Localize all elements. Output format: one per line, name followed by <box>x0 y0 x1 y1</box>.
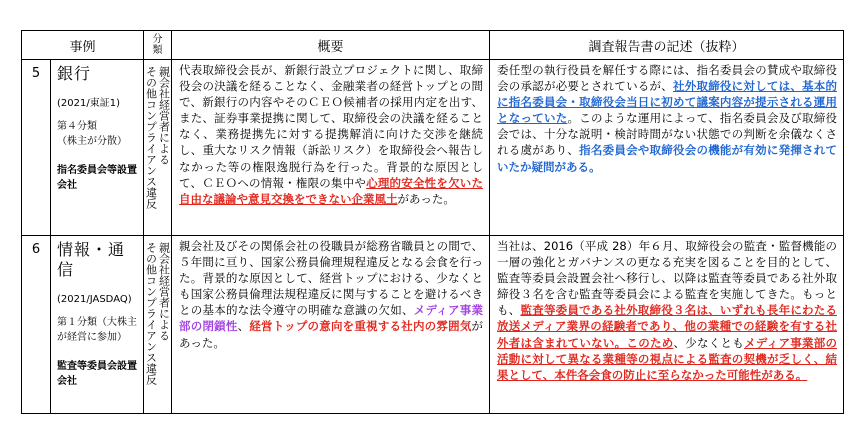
case-number: 6 <box>22 236 51 414</box>
category-text: その他コンプライアンス違反 <box>144 66 158 209</box>
category-prefix: 親会社経営者による <box>157 242 171 341</box>
summary-highlight-purple: メディア事業部の閉鎖性 <box>179 303 484 334</box>
report-highlight: 監査等委員である社外取締役３名は、いずれも長年にわたる放送メディア業界の経験者であり、他の業種での経験を有する社外者は含まれていない。このため <box>497 303 838 350</box>
case-number: 5 <box>22 60 51 236</box>
case-info <box>51 60 144 236</box>
summary-highlight: 経営トップの意向を重視する社内の雰囲気 <box>249 319 472 334</box>
case-name: 情報・通信 <box>57 240 126 279</box>
case-report: 委任型の執行役員を解任する際には、指名委員会の賛成や取締役会の承認が必要とされているが、社外取締役に対しては、基本的に指名委員会・取締役会当日に初めて議案内容が提示される運用となっていた。このような運用によって、指名委員会及び取締役会では、十分な説明・検討時間がない状態での判断を余儀なくされる虞があり、指名委員会や取締役会の機能が有効に発揮されていたか疑問がある。 <box>490 60 844 236</box>
category-prefix: 親会社経営者による <box>157 66 171 165</box>
case-type-line2: （株主が分散） <box>57 136 127 147</box>
header-row <box>22 31 844 60</box>
case-category <box>144 60 172 236</box>
case-report: 当社は、2016（平成 28）年６月、取締役会の監査・監督機能の一層の強化とガバナンスの更なる充実を図ることを目的として、監査等委員会設置会社へ移行し、以降は監査等委員である社外取締役３名を含む監査等委員会による監査を実施してきた。もっとも、監査等委員である社外取締役３名は、いずれも長年にわたる放送メディア業界の経験者であり、他の業種での経験を有する社外者は含まれていない。このため、少なくともメディア事業部の活動に対して異なる業種等の視点による監査の契機が乏しく、結果として、本件各会食の防止に至らなかった可能性がある。 <box>490 236 844 414</box>
report-highlight-2: 指名委員会や取締役会の機能が有効に発揮されていたか疑問がある。 <box>497 143 838 174</box>
header-category: 分 類 <box>144 31 172 60</box>
header-case: 事例 <box>22 31 144 60</box>
header-report: 調査報告書の記述（抜粋） <box>490 31 844 60</box>
case-type-line1: 第１分類（大株主が経営に参加） <box>57 317 137 343</box>
case-type-line1: 第４分類 <box>57 121 97 132</box>
table-row <box>22 236 844 414</box>
case-body: 監査等委員会設置会社 <box>57 361 137 387</box>
case-summary: 代表取締役会長が、新銀行設立プロジェクトに関し、取締役会の決議を経ることなく、金融業者の経営トップとの間で、新銀行の内容やそのＣＥＯ候補者の採用内定を出す、また、証券事業提携に関して、取締役会の決議を経ることなく、業務提携先に対する提携解消に向けた交渉を継続し、重大なリスク情報（訴訟リスク）を取締役会へ報告しなかった等の権限逸脱行為を行った。背景的な原因として、ＣＥＯへの情報・権限の集中や心理的安全性を欠いた自由な議論や意見交換をできない企業風土があった。 <box>172 60 490 236</box>
header-summary: 概要 <box>172 31 490 60</box>
case-body: 指名委員会等設置会社 <box>57 165 137 191</box>
case-summary: 親会社及びその関係会社の役職員が総務省職員との間で、５年間に亘り、国家公務員倫理規程違反となる会食を行った。背景的な原因として、経営トップにおける、少なくとも国家公務員倫理法規程違反に関与することを避けるべきとの基本的な法令遵守の明確な意識の欠如、メディア事業部の閉鎖性、経営トップの意向を重視する社内の雰囲気があった。 <box>172 236 490 414</box>
category-text: その他コンプライアンス違反 <box>144 242 158 385</box>
case-table <box>21 30 844 414</box>
case-category <box>144 236 172 414</box>
case-year-market: (2021/東証1) <box>57 98 120 109</box>
case-year-market: (2021/JASDAQ) <box>57 294 132 305</box>
case-name: 銀行 <box>57 64 92 83</box>
report-highlight-2: メディア事業部の活動に対して異なる業種等の視点による監査の契機が乏しく、結果として、本件各会食の防止に至らなかった可能性がある。 <box>497 335 838 382</box>
case-info <box>51 236 144 414</box>
summary-highlight: 心理的安全性を欠いた自由な議論や意見交換をできない企業風土 <box>179 175 484 206</box>
table-row <box>22 60 844 236</box>
report-highlight: 社外取締役に対しては、基本的に指名委員会・取締役会当日に初めて議案内容が提示される運用となっていた <box>497 79 838 126</box>
